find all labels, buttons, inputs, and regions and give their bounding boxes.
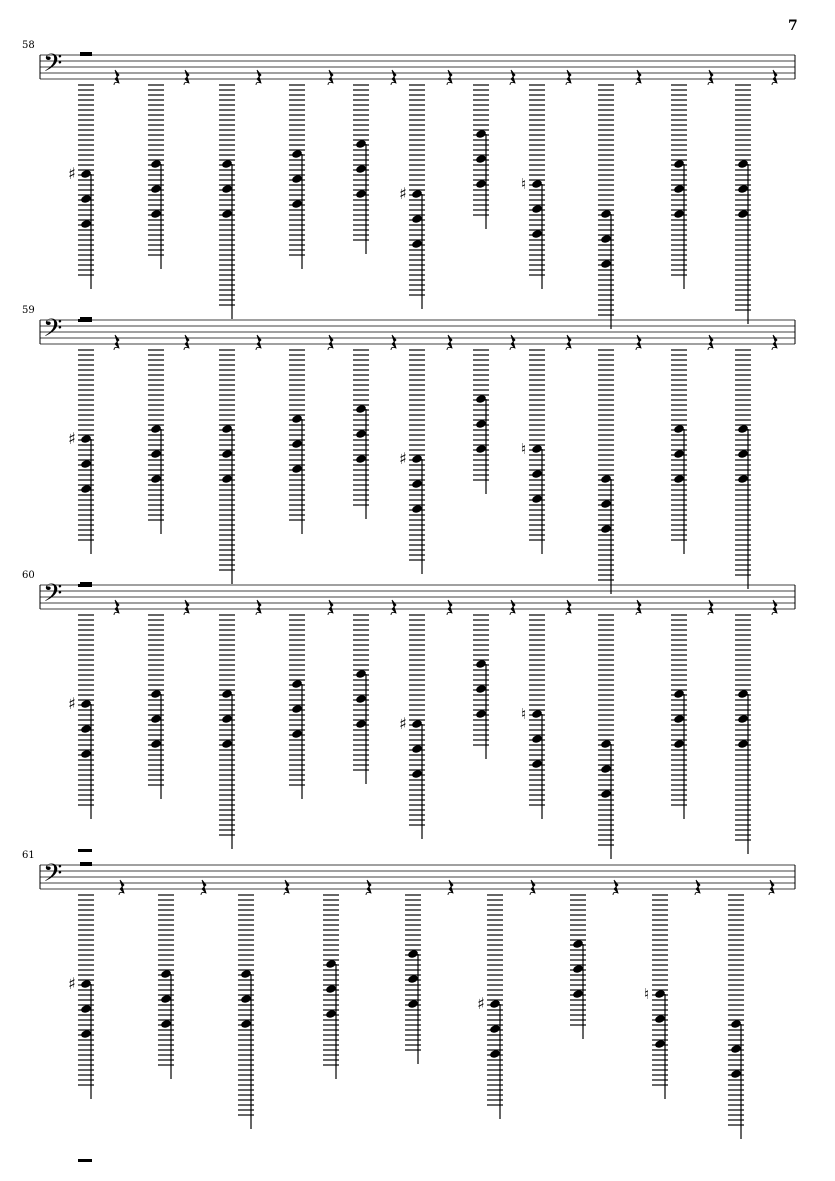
system-60 — [22, 570, 795, 859]
quarter-rest — [391, 70, 396, 85]
measure-number: 59 — [22, 305, 35, 316]
bass-clef-icon: 𝄢 — [43, 579, 63, 614]
note-column — [598, 85, 614, 329]
quarter-rest — [613, 880, 618, 895]
quarter-rest — [708, 335, 713, 350]
quarter-rest — [201, 880, 206, 895]
note-column — [289, 85, 305, 269]
sharp-icon: ♯ — [399, 449, 407, 468]
quarter-rest — [510, 335, 515, 350]
quarter-rest — [447, 70, 452, 85]
note-column — [477, 895, 503, 1119]
note-column — [521, 350, 545, 554]
note-column — [399, 350, 425, 574]
bass-clef-icon: 𝄢 — [43, 859, 63, 894]
page-number: 7 — [788, 18, 798, 34]
bass-clef-icon: 𝄢 — [43, 314, 63, 349]
quarter-rest — [256, 600, 261, 615]
quarter-rest — [566, 600, 571, 615]
quarter-rest — [636, 600, 641, 615]
quarter-rest — [328, 70, 333, 85]
note-column — [728, 895, 744, 1139]
half-rest — [80, 862, 92, 866]
quarter-rest — [366, 880, 371, 895]
note-column — [405, 895, 421, 1064]
sharp-icon: ♯ — [477, 994, 485, 1013]
note-column — [353, 615, 369, 784]
quarter-rest — [772, 600, 777, 615]
quarter-rest — [566, 70, 571, 85]
note-column — [289, 615, 305, 799]
bass-clef-icon: 𝄢 — [43, 49, 63, 84]
quarter-rest — [184, 70, 189, 85]
note-column — [473, 85, 489, 229]
note-column — [148, 85, 164, 269]
quarter-rest — [447, 600, 452, 615]
note-column — [473, 350, 489, 494]
quarter-rest — [328, 335, 333, 350]
quarter-rest — [448, 880, 453, 895]
quarter-rest — [184, 600, 189, 615]
note-column — [353, 85, 369, 254]
sharp-icon: ♯ — [68, 974, 76, 993]
sharp-icon: ♯ — [68, 694, 76, 713]
sharp-icon: ♯ — [68, 429, 76, 448]
note-column — [353, 350, 369, 519]
note-column — [289, 350, 305, 534]
note-column — [399, 85, 425, 309]
quarter-rest — [510, 600, 515, 615]
note-column — [68, 615, 94, 819]
natural-icon: ♮ — [644, 985, 650, 1003]
note-column — [399, 615, 425, 839]
note-column — [598, 350, 614, 594]
note-column — [219, 615, 235, 849]
natural-icon: ♮ — [521, 440, 527, 458]
sharp-icon: ♯ — [399, 714, 407, 733]
note-column — [671, 350, 687, 554]
quarter-rest — [772, 335, 777, 350]
quarter-rest — [184, 335, 189, 350]
quarter-rest — [636, 70, 641, 85]
quarter-rest — [114, 70, 119, 85]
measure-number: 60 — [22, 570, 35, 581]
quarter-rest — [769, 880, 774, 895]
note-column — [219, 350, 235, 584]
note-column — [238, 895, 254, 1129]
half-rest — [80, 317, 92, 321]
quarter-rest — [328, 600, 333, 615]
quarter-rest — [695, 880, 700, 895]
note-column — [68, 85, 94, 289]
quarter-rest — [114, 600, 119, 615]
sharp-icon: ♯ — [68, 164, 76, 183]
note-column — [521, 85, 545, 289]
quarter-rest — [391, 600, 396, 615]
note-column — [219, 85, 235, 319]
quarter-rest — [119, 880, 124, 895]
natural-icon: ♮ — [521, 175, 527, 193]
system-59 — [22, 305, 795, 594]
quarter-rest — [636, 335, 641, 350]
note-column — [148, 615, 164, 799]
quarter-rest — [530, 880, 535, 895]
note-column — [521, 615, 545, 819]
quarter-rest — [447, 335, 452, 350]
half-rest — [80, 582, 92, 586]
quarter-rest — [284, 880, 289, 895]
note-column — [598, 615, 614, 859]
quarter-rest — [114, 335, 119, 350]
measure-number: 58 — [22, 40, 35, 51]
note-column — [735, 85, 751, 324]
quarter-rest — [566, 335, 571, 350]
note-column — [473, 615, 489, 759]
note-column — [570, 895, 586, 1039]
note-column — [148, 350, 164, 534]
quarter-rest — [256, 335, 261, 350]
note-column — [671, 85, 687, 289]
sharp-icon: ♯ — [399, 184, 407, 203]
system-58 — [22, 40, 795, 329]
note-column — [671, 615, 687, 819]
quarter-rest — [772, 70, 777, 85]
quarter-rest — [391, 335, 396, 350]
quarter-rest — [708, 70, 713, 85]
quarter-rest — [256, 70, 261, 85]
low-rest — [78, 1159, 92, 1162]
systems-container — [22, 40, 795, 1162]
note-column — [735, 615, 751, 854]
note-column — [323, 895, 339, 1079]
note-column — [68, 350, 94, 554]
note-column — [158, 895, 174, 1079]
low-rest — [78, 849, 92, 852]
note-column — [68, 895, 94, 1099]
measure-number: 61 — [22, 850, 35, 861]
system-61 — [22, 850, 795, 1162]
note-column — [644, 895, 668, 1099]
natural-icon: ♮ — [521, 705, 527, 723]
quarter-rest — [708, 600, 713, 615]
quarter-rest — [510, 70, 515, 85]
half-rest — [80, 52, 92, 56]
note-column — [735, 350, 751, 589]
